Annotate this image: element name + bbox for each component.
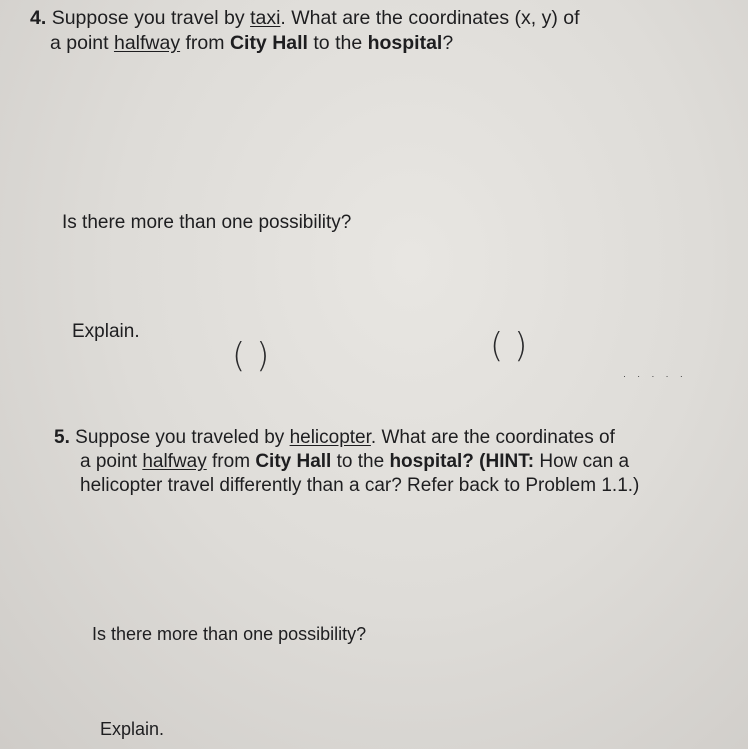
question-5-possibility: Is there more than one possibility?	[92, 624, 367, 644]
question-5-text: . What are the coordinates of	[370, 427, 615, 448]
question-4-number: 4.	[30, 7, 47, 29]
handwritten-parentheses-right: ( )	[490, 326, 528, 366]
question-4-explain: Explain.	[72, 321, 140, 342]
question-4-possibility: Is there more than one possibility?	[62, 212, 352, 233]
question-4-text: from	[180, 32, 230, 54]
question-5-number: 5.	[54, 427, 70, 448]
helicopter-term: helicopter	[289, 427, 371, 448]
hospital-term: hospital	[367, 32, 443, 54]
question-5-text: a point	[80, 451, 143, 472]
question-5-explain: Explain.	[100, 719, 165, 739]
handwritten-dots: . . . . .	[622, 362, 686, 381]
question-5-text: to the	[331, 451, 390, 472]
question-5-text: How can a	[534, 451, 630, 472]
question-4-text: . What are the coordinates (x, y) of	[280, 7, 580, 29]
question-5-line-3: helicopter travel differently than a car? Refer back to Problem 1.1.)	[80, 475, 640, 496]
question-4	[30, 6, 580, 56]
halfway-term: halfway	[142, 451, 207, 472]
question-5	[54, 426, 639, 498]
city-hall-term: City Hall	[229, 32, 308, 54]
question-5-line-2	[54, 450, 639, 474]
question-4-text: to the	[307, 32, 368, 54]
question-5-line-1	[54, 426, 639, 450]
question-4-text: Suppose you travel by	[51, 7, 251, 29]
question-5-text: Suppose you traveled by	[75, 427, 290, 448]
city-hall-term: City Hall	[255, 451, 332, 472]
question-5-text: from	[206, 451, 256, 472]
question-4-line-2	[30, 31, 580, 56]
hospital-term: hospital	[389, 451, 463, 472]
question-5-text: ? (	[462, 451, 486, 472]
handwritten-parentheses-left: ( )	[232, 336, 270, 376]
halfway-term: halfway	[113, 32, 181, 54]
question-4-text: ?	[442, 32, 454, 54]
question-4-line-1	[30, 6, 580, 31]
question-4-text: a point	[50, 32, 114, 54]
hint-label: HINT:	[485, 451, 535, 472]
taxi-term: taxi	[250, 7, 281, 29]
